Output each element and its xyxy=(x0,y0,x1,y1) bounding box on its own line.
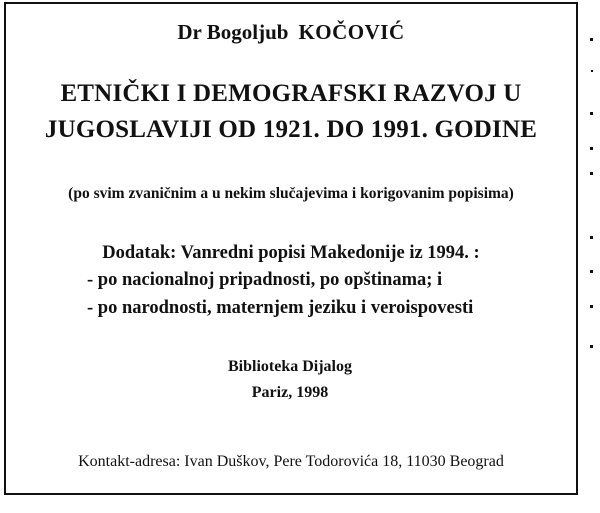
scan-speck xyxy=(591,70,593,72)
scan-speck xyxy=(590,147,593,150)
page-border-bottom xyxy=(4,493,578,495)
author-prefix: Dr Bogoljub xyxy=(177,20,289,44)
scan-speck xyxy=(590,345,593,348)
book-subtitle: (po svim zvaničnim a u nekim slučajevima i korigovanim popisima) xyxy=(68,185,514,202)
publisher-series: Biblioteka Dijalog xyxy=(227,358,352,375)
scan-speck xyxy=(590,305,593,308)
scan-speck xyxy=(590,270,593,273)
publication-place-year: Pariz, 1998 xyxy=(251,384,329,401)
scan-speck xyxy=(590,172,593,175)
book-title-line-2: JUGOSLAVIJI OD 1921. DO 1991. GODINE xyxy=(44,116,538,143)
author-surname: KOČOVIĆ xyxy=(298,20,405,44)
author-line xyxy=(4,20,578,45)
contact-address: Kontakt-adresa: Ivan Duškov, Pere Todorovića 18, 11030 Beograd xyxy=(78,453,504,470)
scan-speck xyxy=(590,236,593,239)
addendum-heading: Dodatak: Vanredni popisi Makedonije iz 1994. : xyxy=(102,243,480,263)
addendum-item: - po nacionalnoj pripadnosti, po opštinama; i xyxy=(87,270,443,290)
book-title-line-1: ETNIČKI I DEMOGRAFSKI RAZVOJ U xyxy=(60,80,522,107)
addendum-item: - po narodnosti, maternjem jeziku i veroispovesti xyxy=(87,298,474,318)
scan-speck xyxy=(590,38,593,41)
scan-speck xyxy=(590,112,593,115)
